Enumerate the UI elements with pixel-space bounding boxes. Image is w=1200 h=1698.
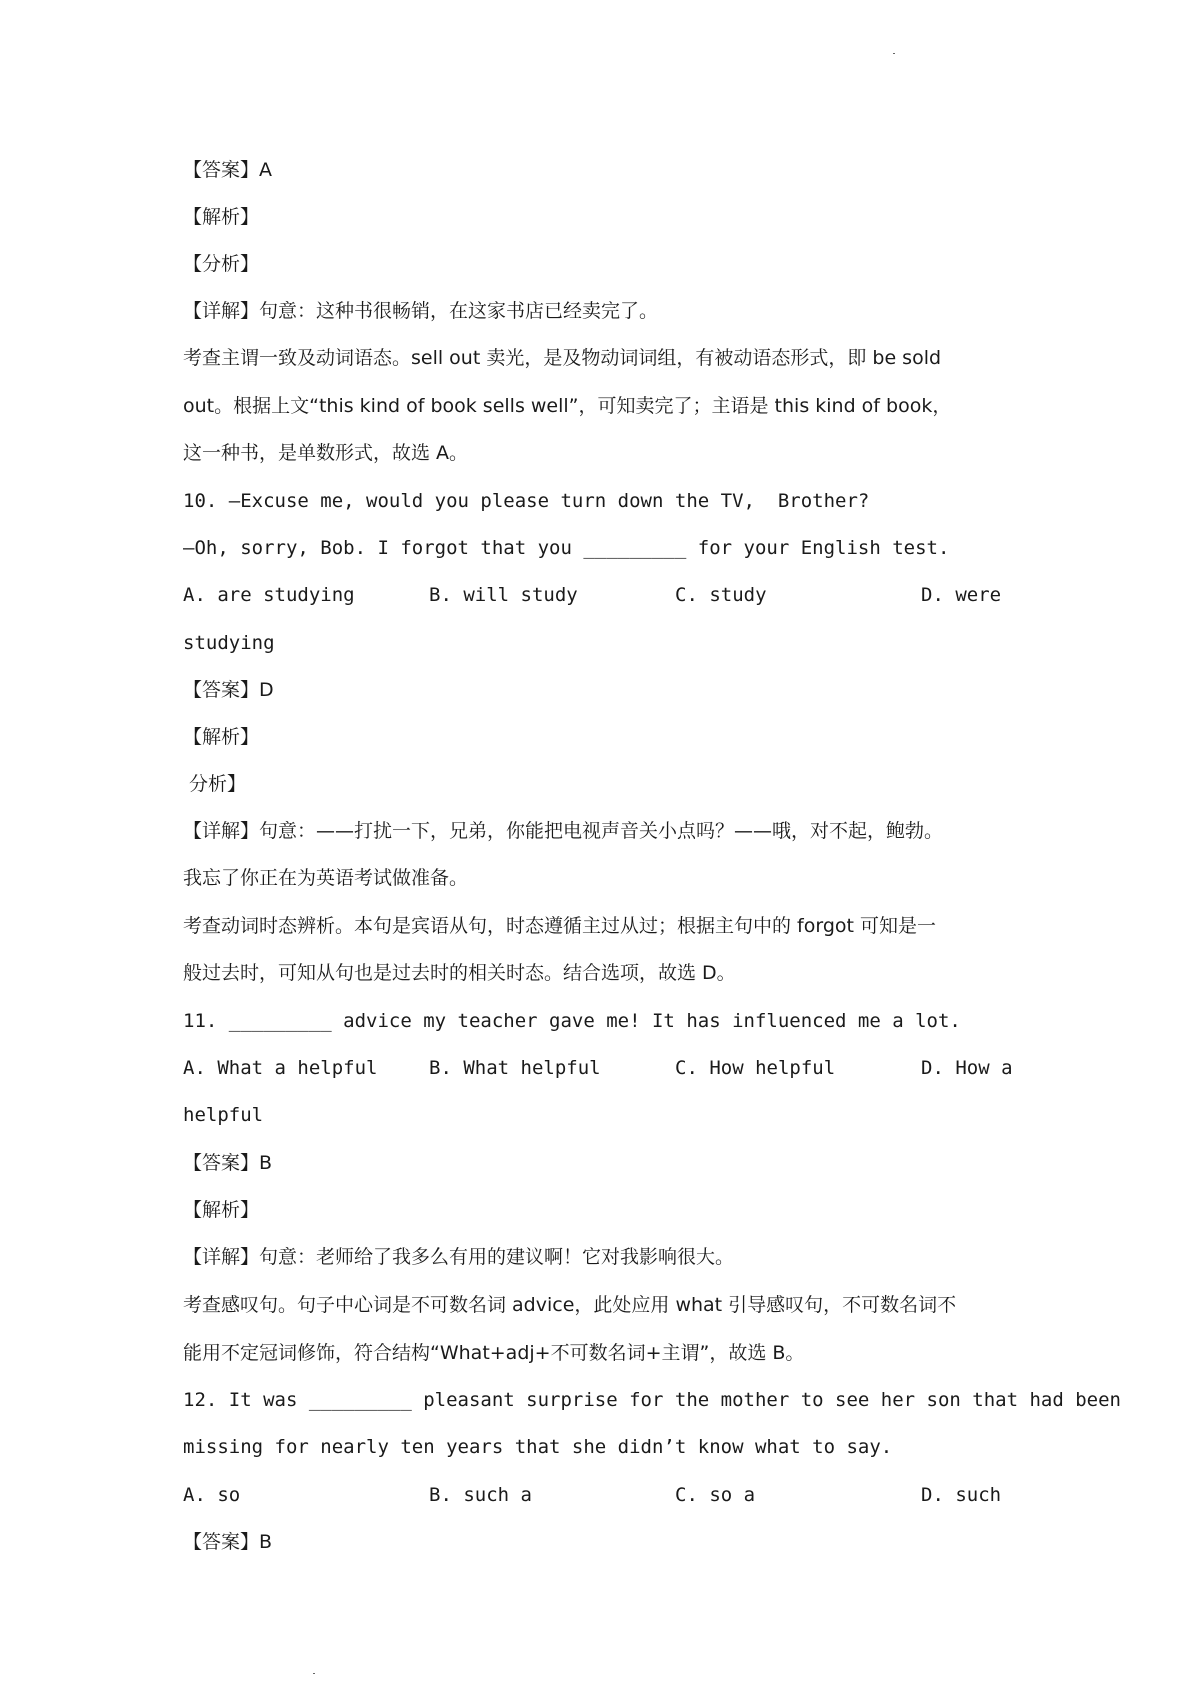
q11-option-a: A. What a helpful xyxy=(183,1057,378,1079)
q10-stem-line-1: 10. —Excuse me, would you please turn down the TV, Brother? xyxy=(183,490,870,512)
q10-detail-line-1: 【详解】句意：——打扰一下，兄弟，你能把电视声音关小点吗？——哦，对不起，鲍勃。 xyxy=(183,820,944,842)
q12-answer: 【答案】B xyxy=(183,1531,273,1553)
q11-option-d-continued: helpful xyxy=(183,1104,264,1126)
q12-option-b: B. such a xyxy=(429,1484,532,1506)
q10-option-d-continued: studying xyxy=(183,632,275,654)
q11-analysis-header: 【解析】 xyxy=(183,1199,260,1221)
q9-explanation-line-1: 考查主谓一致及动词语态。sell out 卖光，是及物动词词组，有被动语态形式，即 be sold xyxy=(183,347,942,369)
q9-breakdown-header: 【分析】 xyxy=(183,253,260,275)
q11-option-c: C. How helpful xyxy=(675,1057,836,1079)
q10-option-c: C. study xyxy=(675,584,767,606)
q9-analysis-header: 【解析】 xyxy=(183,206,260,228)
q9-answer: 【答案】A xyxy=(183,159,272,181)
q12-stem-line-2: missing for nearly ten years that she didn’t know what to say. xyxy=(183,1436,893,1458)
q11-explanation-line-2: 能用不定冠词修饰，符合结构“What+adj+不可数名词+主谓”，故选 B。 xyxy=(183,1342,805,1364)
q10-breakdown-header: 分析】 xyxy=(183,773,247,795)
q10-detail-line-2: 我忘了你正在为英语考试做准备。 xyxy=(183,867,469,889)
q12-option-c: C. so a xyxy=(675,1484,756,1506)
q9-explanation-line-2: out。根据上文“this kind of book sells well”，可知卖完了；主语是 this kind of book， xyxy=(183,395,952,417)
q11-stem: 11. _________ advice my teacher gave me! It has influenced me a lot. xyxy=(183,1010,961,1032)
q11-answer: 【答案】B xyxy=(183,1152,273,1174)
q10-option-d: D. were xyxy=(921,584,1002,606)
q9-explanation-line-3: 这一种书，是单数形式，故选 A。 xyxy=(183,442,469,464)
footer-dot xyxy=(313,1673,315,1674)
q11-option-d: D. How a xyxy=(921,1057,1013,1079)
q11-explanation-line-1: 考查感叹句。句子中心词是不可数名词 advice，此处应用 what 引导感叹句，不可数名词不 xyxy=(183,1294,957,1316)
q12-option-a: A. so xyxy=(183,1484,241,1506)
q10-explanation-line-2: 般过去时，可知从句也是过去时的相关时态。结合选项，故选 D。 xyxy=(183,962,736,984)
q12-stem-line-1: 12. It was _________ pleasant surprise for the mother to see her son that had been xyxy=(183,1389,1121,1411)
q10-explanation-line-1: 考查动词时态辨析。本句是宾语从句，时态遵循主过从过；根据主句中的 forgot 可知是一 xyxy=(183,915,937,937)
q11-detail: 【详解】句意：老师给了我多么有用的建议啊！它对我影响很大。 xyxy=(183,1246,735,1268)
q10-option-a: A. are studying xyxy=(183,584,355,606)
q10-analysis-header: 【解析】 xyxy=(183,726,260,748)
q10-answer: 【答案】D xyxy=(183,679,274,701)
q10-stem-line-2: —Oh, sorry, Bob. I forgot that you _________ for your English test. xyxy=(183,537,950,559)
q12-option-d: D. such xyxy=(921,1484,1002,1506)
q11-option-b: B. What helpful xyxy=(429,1057,601,1079)
q10-option-b: B. will study xyxy=(429,584,578,606)
corner-dot xyxy=(893,53,895,54)
q9-detail: 【详解】句意：这种书很畅销，在这家书店已经卖完了。 xyxy=(183,300,659,322)
